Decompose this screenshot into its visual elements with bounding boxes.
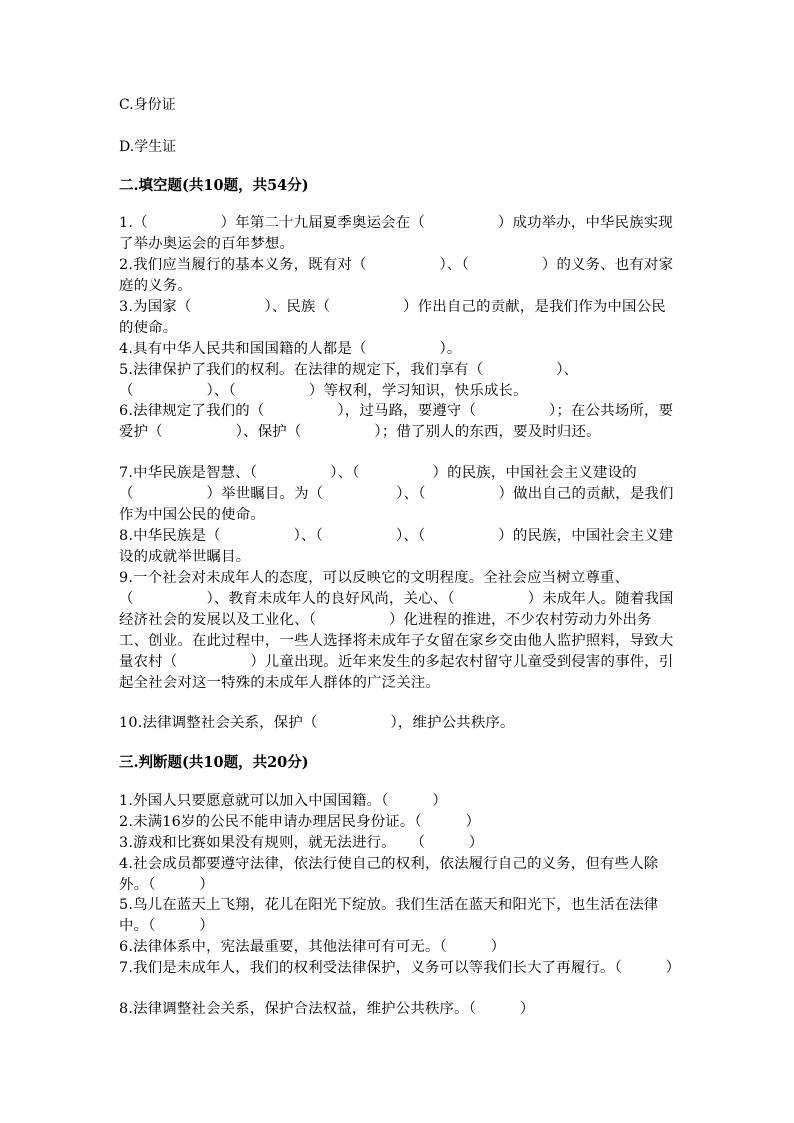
judge-question: 1.外国人只要愿意就可以加入中国国籍。（ ） — [119, 793, 447, 809]
judge-question: 6.法律体系中，宪法最重要，其他法律可有可无。（ ） — [119, 939, 506, 955]
fill-question: 5.法律保护了我们的权利。在法律的规定下，我们享有（ ）、（ ）、（ ）等权利，学习知识，快乐成长。 — [119, 362, 579, 399]
judge-question: 5.鸟儿在蓝天上飞翔，花儿在阳光下绽放。我们生活在蓝天和阳光下，也生活在法律中。（ ） — [119, 897, 659, 934]
fill-section-title: 二.填空题(共10题，共54分) — [119, 177, 309, 194]
judge-section-title: 三.判断题(共10题，共20分) — [119, 754, 309, 771]
fill-question: 1.（ ）年第二十九届夏季奥运会在（ ）成功举办，中华民族实现了举办奥运会的百年梦想。 — [119, 215, 673, 252]
fill-question: 6.法律规定了我们的（ ），过马路，要遵守（ ）；在公共场所，要爱护（ ）、保护（ ）；借了别人的东西，要及时归还。 — [119, 403, 674, 440]
judge-question: 8.法律调整社会关系，保护合法权益，维护公共秩序。（ ） — [119, 1001, 535, 1017]
fill-question: 9.一个社会对未成年人的态度，可以反映它的文明程度。全社会应当树立尊重、（ ）、教育未成年人的良好风尚，关心、（ ）未成年人。随着我国经济社会的发展以及工业化、（ ）化进程的推进，不少农村劳动力外出务工、创业。在此过程中，一些人选择将未成年子女留在家乡交由他人监护照料，导致大量农村（ ）儿童出现。近年来发生的多起农村留守儿童受到侵害的事件，引起全社会对这一特殊的未成年人群体的广泛关注。 — [119, 570, 674, 691]
fill-question: 7.中华民族是智慧、（ ）、（ ）的民族，中国社会主义建设的（ ）举世瞩目。为（ ）、（ ）做出自己的贡献，是我们作为中国公民的使命。 — [119, 465, 674, 523]
fill-question: 2.我们应当履行的基本义务，既有对（ ）、（ ）的义务、也有对家庭的义务。 — [119, 257, 674, 294]
judge-question: 4.社会成员都要遵守法律，依法行使自己的权利，依法履行自己的义务，但有些人除外。（ ） — [119, 856, 659, 893]
option-c: C.身份证 — [119, 97, 176, 113]
fill-question: 10.法律调整社会关系，保护（ ），维护公共秩序。 — [119, 715, 515, 731]
option-d: D.学生证 — [119, 139, 177, 155]
fill-question: 4.具有中华人民共和国国籍的人都是（ ）。 — [119, 341, 462, 357]
fill-question: 3.为国家（ ）、民族（ ）作出自己的贡献，是我们作为中国公民的使命。 — [119, 299, 666, 336]
judge-question: 2.未满16岁的公民不能申请办理居民身份证。（ ） — [119, 814, 481, 830]
judge-question: 7.我们是未成年人，我们的权利受法律保护，义务可以等我们长大了再履行。（ ） — [119, 960, 681, 976]
judge-question: 3.游戏和比赛如果没有规则，就无法进行。 （ ） — [119, 835, 484, 851]
fill-question: 8.中华民族是（ ）、（ ）、（ ）的民族，中国社会主义建设的成就举世瞩目。 — [119, 528, 674, 565]
